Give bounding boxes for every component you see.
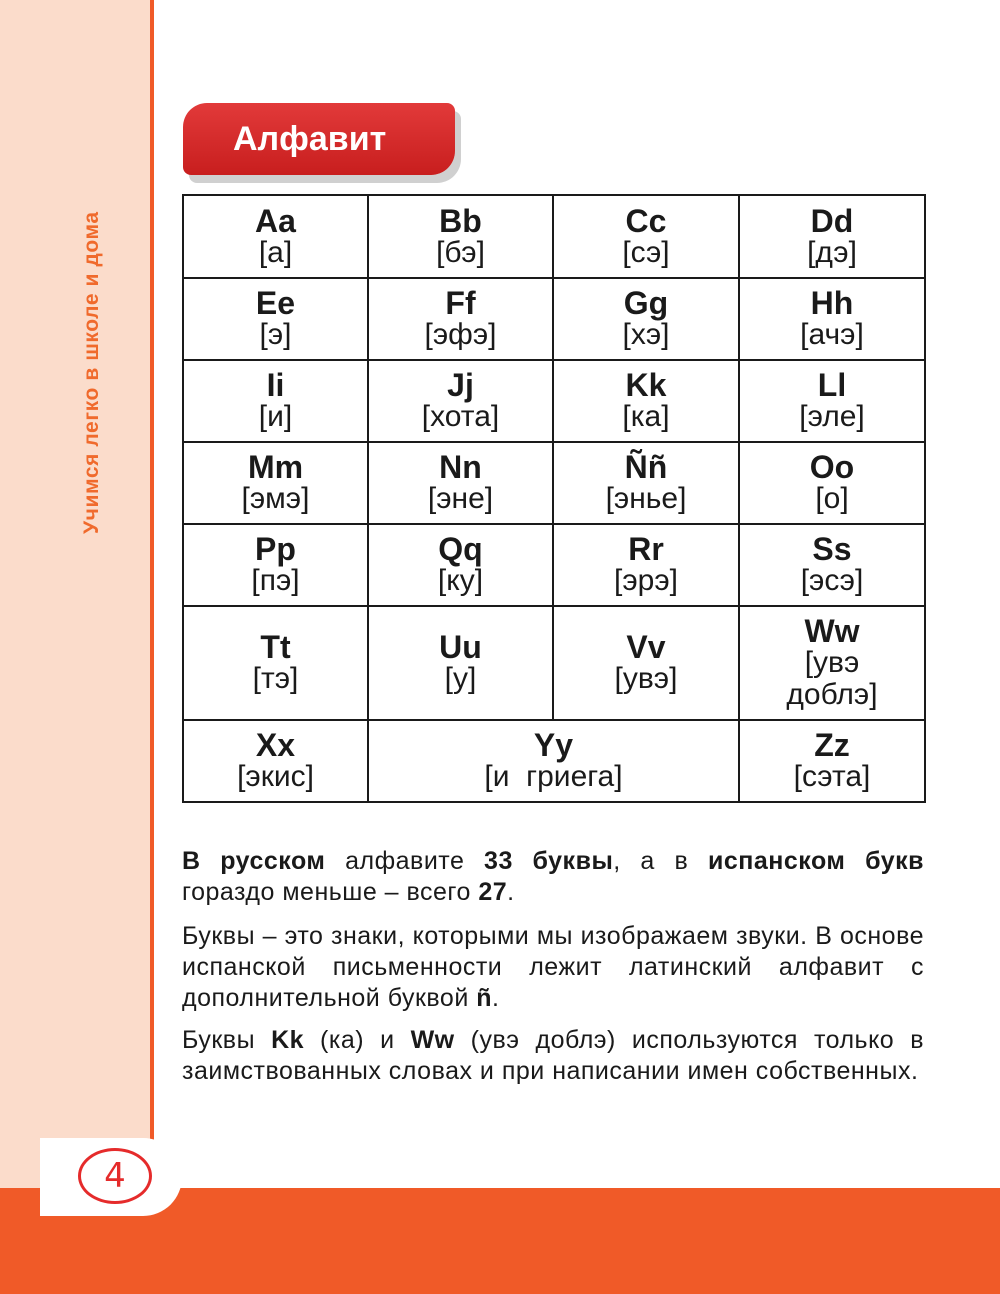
pronunciation: [эфэ] [424,318,497,351]
paragraph-1 [182,846,924,908]
bold-text: Kk [271,1026,305,1054]
letter-cell [183,360,368,442]
letter: Ññ [624,449,668,485]
side-strip [0,0,150,1294]
pronunciation: [экис] [237,760,314,793]
pronunciation: [бэ] [436,235,485,269]
bold-text: испанском букв [708,847,924,875]
letter: Rr [628,531,664,567]
pronunciation: [ачэ] [800,318,864,351]
letter-cell [553,606,739,720]
pronunciation: [о] [815,482,849,515]
letter: Qq [438,531,483,567]
text: алфавите [325,847,485,875]
letter-cell [553,360,739,442]
table-row [183,278,925,360]
letter: Hh [810,285,854,321]
letter-cell [553,442,739,524]
letter-cell [183,606,368,720]
paragraph-3 [182,1025,924,1087]
letter-cell [368,606,553,720]
letter: Ll [817,367,847,403]
letter: Uu [439,629,482,665]
table-row [183,360,925,442]
text: Буквы [182,1026,272,1054]
letter: Cc [625,202,667,239]
letter: Dd [810,202,854,239]
bold-text: В русском [182,847,326,875]
text: . [507,878,515,906]
pronunciation: [увэ] [614,662,678,695]
letter: Bb [439,202,482,239]
pronunciation: [увэ доблэ] [786,646,878,711]
letter-cell [739,195,925,278]
pronunciation: [ка] [622,400,670,433]
page-number: 4 [78,1148,152,1204]
pronunciation: [у] [444,662,477,695]
bold-text: 33 буквы [484,847,614,875]
letter: Oo [809,449,855,485]
bold-text: Ww [410,1026,455,1054]
letter-cell [183,720,368,802]
table-row [183,442,925,524]
letter-cell [368,360,553,442]
letter: Nn [439,449,482,485]
paragraph-2 [182,921,924,1014]
letter: Ff [445,285,476,321]
letter: Aa [255,202,296,239]
letter-cell [183,524,368,606]
letter-cell [553,524,739,606]
letter: Tt [260,629,291,665]
letter-cell [183,278,368,360]
table-row [183,524,925,606]
pronunciation: [эрэ] [614,564,678,597]
letter: Xx [255,727,296,763]
pronunciation: [и гриега] [484,760,623,793]
side-title: Учимся легко в школе и дома [80,211,103,534]
letter-cell [739,360,925,442]
table-row [183,195,925,278]
table-row [183,606,925,720]
text: гораздо меньше – всего [182,878,479,906]
letter: Zz [814,727,850,763]
table-row [183,720,925,802]
section-title [183,103,455,175]
pronunciation: [а] [258,235,293,269]
letter: Ww [804,613,860,649]
letter-cell [368,720,739,802]
pronunciation: [сэта] [793,760,871,793]
pronunciation: [хота] [421,400,500,433]
pronunciation: [эле] [799,400,865,433]
letter-cell [368,442,553,524]
text: . [492,984,500,1012]
letter-cell [739,524,925,606]
alphabet-table [182,194,926,803]
text: (увэ доблэ) используются только в заимствованных словах и при написании имен собственных. [182,1026,925,1085]
letter-cell [183,442,368,524]
letter: Vv [626,629,666,665]
letter: Jj [447,367,474,403]
text: , а в [613,847,708,875]
side-divider-line [150,0,154,1190]
letter-cell [368,195,553,278]
letter: Pp [255,531,296,567]
pronunciation: [хэ] [622,318,670,351]
letter-cell [739,278,925,360]
letter-cell [368,524,553,606]
letter: Mm [247,449,304,485]
pronunciation: [пэ] [251,564,300,597]
letter-cell [739,720,925,802]
letter: Kk [625,367,667,403]
letter-cell [553,278,739,360]
letter: Gg [623,285,669,321]
pronunciation: [эсэ] [800,564,864,597]
letter-cell [183,195,368,278]
letter: Ii [266,367,285,403]
pronunciation: [э] [259,318,292,351]
bold-text: ñ [476,984,493,1012]
bold-text: 27 [478,878,508,906]
text: Буквы – это знаки, которыми мы изображаем звуки. В основе испанской письменности лежит латинский алфавит с дополнительной буквой [182,922,924,1012]
section-title-text: Алфавит [233,119,387,158]
letter-cell [553,195,739,278]
letter: Yy [533,727,574,763]
pronunciation: [энье] [605,482,687,515]
pronunciation: [ку] [437,564,484,597]
text: (ка) и [304,1026,411,1054]
pronunciation: [сэ] [622,235,670,269]
letter-cell [739,442,925,524]
pronunciation: [тэ] [252,662,299,695]
pronunciation: [дэ] [807,235,857,269]
pronunciation: [эне] [427,482,494,515]
letter-cell [739,606,925,720]
letter: Ee [255,285,296,321]
pronunciation: [эмэ] [241,482,310,515]
letter: Ss [812,531,852,567]
pronunciation: [и] [258,400,293,433]
letter-cell [368,278,553,360]
